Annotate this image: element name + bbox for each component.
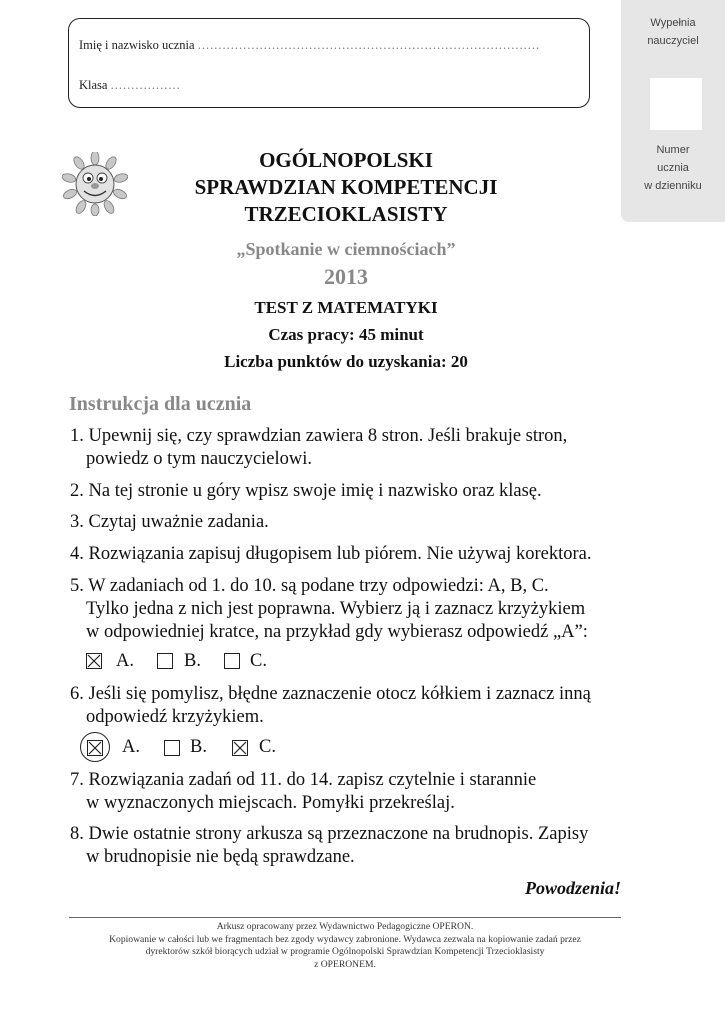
instruction-7 <box>70 769 630 815</box>
cross-icon <box>87 654 101 668</box>
student-name-field[interactable] <box>79 38 584 53</box>
title-line-1: OGÓLNOPOLSKI <box>259 148 433 172</box>
instruction-6-line-2: odpowiedź krzyżykiem. <box>86 707 264 727</box>
example-1-options <box>86 652 306 674</box>
subtitle: „Spotkanie w ciemnościach” <box>236 239 456 259</box>
footer-line-2: Kopiowanie w całości lub we fragmentach bez zgody wydawcy zabronione. Wydawca zezwala na kopiowanie zadań przez <box>109 933 581 945</box>
instruction-2: 2. Na tej stronie u góry wpisz swoje imię i nazwisko oraz klasę. <box>70 481 542 501</box>
instruction-5-line-2: Tylko jedna z nich jest poprawna. Wybierz ją i zaznacz krzyżykiem <box>86 599 586 619</box>
example-2-options <box>80 732 310 764</box>
title-line-2: SPRAWDZIAN KOMPETENCJI <box>194 175 498 199</box>
student-name-dots: ................................................................................... <box>197 38 541 52</box>
example-1-checkbox-a <box>86 653 102 669</box>
instruction-8-line-2: w brudnopisie nie będą sprawdzane. <box>86 847 355 867</box>
example-1-checkbox-b <box>157 653 173 669</box>
example-1-label-b: B. <box>184 651 201 671</box>
teacher-fill-line1: Wypełnia <box>650 17 696 29</box>
test-name: TEST Z MATEMATYKI <box>254 298 438 317</box>
example-2-label-c: C. <box>259 737 276 757</box>
instruction-8-line-1: 8. Dwie ostatnie strony arkusza są przeznaczone na brudnopis. Zapisy <box>70 824 589 844</box>
instruction-1-line-2: powiedz o tym nauczycielowi. <box>86 449 313 469</box>
instruction-6-line-1: 6. Jeśli się pomylisz, błędne zaznaczenie otocz kółkiem i zaznacz inną <box>70 684 591 704</box>
time-limit: Czas pracy: 45 minut <box>268 325 424 344</box>
cross-icon <box>88 741 102 755</box>
footer-text <box>69 921 621 971</box>
max-points: Liczba punktów do uzyskania: 20 <box>224 352 468 371</box>
instruction-3: 3. Czytaj uważnie zadania. <box>70 512 269 532</box>
good-luck-text: Powodzenia! <box>524 878 621 898</box>
footer-line-1: Arkusz opracowany przez Wydawnictwo Pedagogiczne OPERON. <box>216 921 474 932</box>
instruction-5-line-3: w odpowiedniej kratce, na przykład gdy wybierasz odpowiedź „A”: <box>86 622 588 642</box>
instruction-1-line-1: 1. Upewnij się, czy sprawdzian zawiera 8 stron. Jeśli brakuje stron, <box>70 426 568 446</box>
class-label: Klasa <box>79 78 108 92</box>
instruction-5-line-1: 5. W zadaniach od 1. do 10. są podane trzy odpowiedzi: A, B, C. <box>70 576 549 596</box>
number-line2: ucznia <box>657 162 689 174</box>
instruction-7-line-1: 7. Rozwiązania zadań od 11. do 14. zapisz czytelnie i starannie <box>70 770 537 790</box>
student-number-box[interactable] <box>650 78 702 130</box>
footer-line-3: dyrektorów szkół biorących udział w programie Ogólnopolski Sprawdzian Kompetencji Trzecioklasisty <box>145 946 545 957</box>
teacher-panel <box>621 0 725 222</box>
year: 2013 <box>324 264 368 289</box>
student-name-label: Imię i nazwisko ucznia <box>79 38 195 52</box>
example-2-checkbox-b <box>164 740 180 756</box>
example-2-checkbox-c <box>232 740 248 756</box>
example-1-label-a: A. <box>116 651 134 671</box>
example-1-checkbox-c <box>224 653 240 669</box>
number-line1: Numer <box>656 144 690 156</box>
instruction-6 <box>70 683 630 729</box>
example-2-checkbox-a <box>87 740 103 756</box>
teacher-fill-label <box>621 14 725 50</box>
class-dots: ................. <box>110 78 181 92</box>
footer-divider <box>69 917 621 918</box>
teacher-fill-line2: nauczyciel <box>647 35 699 47</box>
example-1-label-c: C. <box>250 651 267 671</box>
cross-icon <box>233 741 247 755</box>
mascot-logo <box>62 152 128 221</box>
number-line3: w dzienniku <box>644 180 702 192</box>
student-info-box <box>68 18 590 108</box>
instruction-5 <box>70 575 630 644</box>
footer-line-4: z OPERONEM. <box>314 958 376 970</box>
instruction-7-line-2: w wyznaczonych miejscach. Pomyłki przekreślaj. <box>86 793 455 813</box>
example-2-label-b: B. <box>190 737 207 757</box>
student-number-label <box>621 141 725 195</box>
instruction-1 <box>70 425 630 471</box>
title-line-3: TRZECIOKLASISTY <box>244 202 448 226</box>
class-field[interactable] <box>79 78 279 93</box>
instructions-heading: Instrukcja dla ucznia <box>69 393 252 415</box>
instruction-4: 4. Rozwiązania zapisuj długopisem lub piórem. Nie używaj korektora. <box>70 544 592 564</box>
example-2-label-a: A. <box>122 737 140 757</box>
instruction-8 <box>70 823 630 869</box>
